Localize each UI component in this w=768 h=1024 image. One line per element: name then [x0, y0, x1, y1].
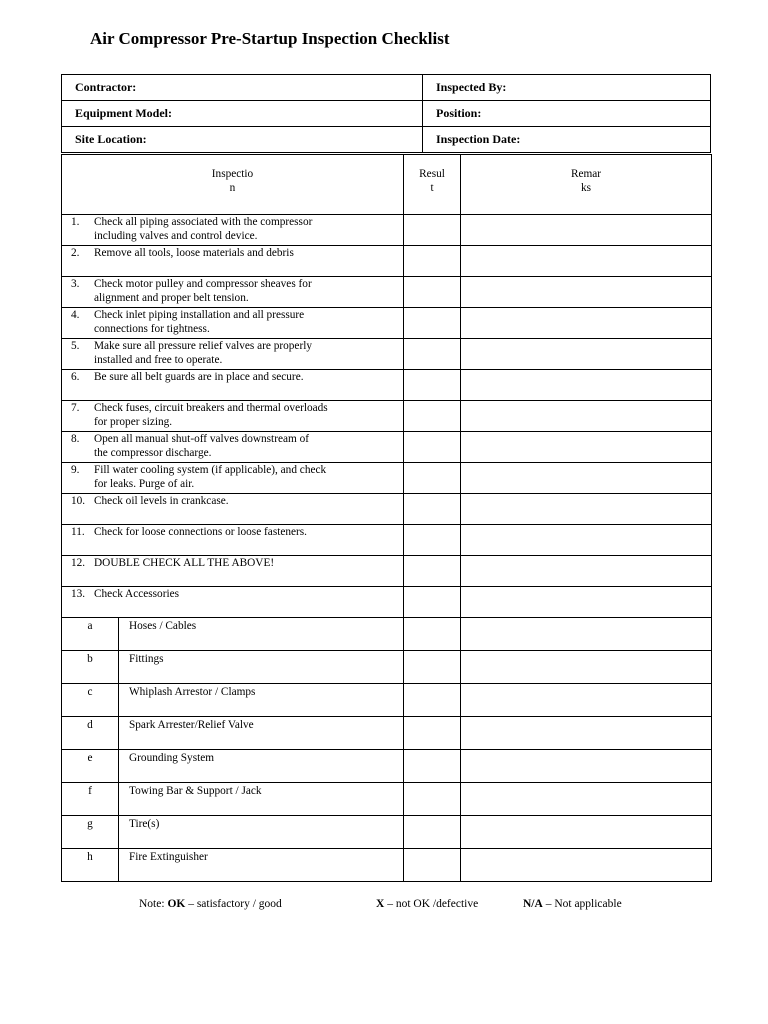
checklist-row: [62, 525, 712, 556]
accessory-text: Fire Extinguisher: [119, 849, 404, 882]
item-number: 11.: [71, 526, 85, 538]
checklist-row: [62, 587, 712, 618]
item-number: 1.: [71, 216, 80, 228]
item-number: 3.: [71, 278, 80, 290]
checklist-row: [62, 401, 712, 432]
remarks-cell[interactable]: [461, 215, 712, 246]
result-cell[interactable]: [404, 494, 461, 525]
inspection-item: [62, 277, 404, 308]
accessory-text: Spark Arrester/Relief Valve: [119, 717, 404, 750]
accessory-letter: e: [62, 750, 119, 783]
item-number: 5.: [71, 340, 80, 352]
checklist-row: [62, 277, 712, 308]
remarks-cell[interactable]: [461, 618, 712, 651]
remarks-cell[interactable]: [461, 308, 712, 339]
remarks-cell[interactable]: [461, 525, 712, 556]
accessory-text: Whiplash Arrestor / Clamps: [119, 684, 404, 717]
accessory-text: Hoses / Cables: [119, 618, 404, 651]
accessory-row: [62, 816, 712, 849]
result-cell[interactable]: [404, 618, 461, 651]
result-cell[interactable]: [404, 308, 461, 339]
result-cell[interactable]: [404, 556, 461, 587]
accessory-text: Grounding System: [119, 750, 404, 783]
result-cell[interactable]: [404, 432, 461, 463]
accessory-row: [62, 750, 712, 783]
equipment-model-field[interactable]: Equipment Model:: [62, 101, 423, 127]
accessory-row: [62, 618, 712, 651]
remarks-cell[interactable]: [461, 750, 712, 783]
result-cell[interactable]: [404, 215, 461, 246]
remarks-cell[interactable]: [461, 432, 712, 463]
remarks-cell[interactable]: [461, 370, 712, 401]
item-number: 13.: [71, 588, 86, 600]
result-cell[interactable]: [404, 849, 461, 882]
item-text: Check motor pulley and compressor sheaves for alignment and proper belt tension.: [94, 278, 312, 304]
result-cell[interactable]: [404, 463, 461, 494]
inspection-item: [62, 339, 404, 370]
checklist-row: [62, 494, 712, 525]
accessory-row: [62, 717, 712, 750]
remarks-cell[interactable]: [461, 246, 712, 277]
accessory-text: Fittings: [119, 651, 404, 684]
item-text: Check inlet piping installation and all pressure connections for tightness.: [94, 309, 305, 335]
inspection-item: [62, 432, 404, 463]
checklist-row: [62, 308, 712, 339]
item-text: Make sure all pressure relief valves are properly installed and free to operate.: [94, 340, 312, 366]
note-ok: Note: OK – satisfactory / good: [139, 898, 282, 910]
inspection-item: [62, 587, 404, 618]
inspection-item: [62, 308, 404, 339]
inspection-item: [62, 494, 404, 525]
remarks-cell[interactable]: [461, 401, 712, 432]
item-text: Be sure all belt guards are in place and secure.: [94, 371, 304, 383]
item-number: 12.: [71, 557, 86, 569]
checklist-table: [61, 154, 712, 882]
result-cell[interactable]: [404, 783, 461, 816]
result-cell[interactable]: [404, 525, 461, 556]
accessory-letter: b: [62, 651, 119, 684]
note-na: N/A – Not applicable: [523, 898, 622, 910]
inspection-item: [62, 215, 404, 246]
accessory-row: [62, 684, 712, 717]
remarks-cell[interactable]: [461, 494, 712, 525]
inspection-item: [62, 370, 404, 401]
remarks-cell[interactable]: [461, 816, 712, 849]
accessory-letter: a: [62, 618, 119, 651]
item-text: Check oil levels in crankcase.: [94, 495, 229, 507]
result-cell[interactable]: [404, 339, 461, 370]
checklist-row: [62, 370, 712, 401]
result-cell[interactable]: [404, 370, 461, 401]
item-text: Open all manual shut-off valves downstream of the compressor discharge.: [94, 433, 310, 459]
item-text: DOUBLE CHECK ALL THE ABOVE!: [94, 557, 275, 569]
item-text: Fill water cooling system (if applicable), and check for leaks. Purge of air.: [94, 464, 327, 490]
item-text: Check fuses, circuit breakers and thermal overloads for proper sizing.: [94, 402, 328, 428]
item-text: Check all piping associated with the compressor including valves and control device.: [94, 216, 313, 242]
item-number: 2.: [71, 247, 80, 259]
inspection-date-field[interactable]: Inspection Date:: [423, 127, 711, 153]
page-title: Air Compressor Pre-Startup Inspection Checklist: [90, 29, 450, 48]
checklist-row: [62, 215, 712, 246]
inspection-item: [62, 463, 404, 494]
remarks-cell[interactable]: [461, 463, 712, 494]
remarks-cell[interactable]: [461, 556, 712, 587]
accessory-row: [62, 783, 712, 816]
accessory-letter: f: [62, 783, 119, 816]
accessory-text: Towing Bar & Support / Jack: [119, 783, 404, 816]
inspection-item: [62, 556, 404, 587]
remarks-cell[interactable]: [461, 651, 712, 684]
accessory-letter: d: [62, 717, 119, 750]
item-number: 9.: [71, 464, 80, 476]
item-number: 7.: [71, 402, 80, 414]
accessory-row: [62, 651, 712, 684]
contractor-field[interactable]: Contractor:: [62, 75, 423, 101]
remarks-header: Remar ks: [461, 155, 712, 215]
info-table: [61, 74, 711, 153]
accessory-letter: g: [62, 816, 119, 849]
site-location-field[interactable]: Site Location:: [62, 127, 423, 153]
result-header: Resul t: [404, 155, 461, 215]
checklist-header-row: [62, 155, 712, 215]
item-number: 8.: [71, 433, 80, 445]
inspection-item: [62, 525, 404, 556]
checklist-row: [62, 556, 712, 587]
result-cell[interactable]: [404, 277, 461, 308]
result-cell[interactable]: [404, 401, 461, 432]
item-text: Check Accessories: [94, 588, 180, 600]
inspection-item: [62, 401, 404, 432]
item-text: Check for loose connections or loose fasteners.: [94, 526, 308, 538]
result-cell[interactable]: [404, 717, 461, 750]
item-number: 10.: [71, 495, 86, 507]
accessory-row: [62, 849, 712, 882]
item-number: 4.: [71, 309, 80, 321]
inspected-by-field[interactable]: Inspected By:: [423, 75, 711, 101]
remarks-cell[interactable]: [461, 339, 712, 370]
remarks-cell[interactable]: [461, 587, 712, 618]
accessory-letter: h: [62, 849, 119, 882]
inspection-header: Inspectio n: [62, 155, 404, 215]
remarks-cell[interactable]: [461, 684, 712, 717]
item-number: 6.: [71, 371, 80, 383]
remarks-cell[interactable]: [461, 277, 712, 308]
accessory-text: Tire(s): [119, 816, 404, 849]
note-x: X – not OK /defective: [376, 898, 479, 910]
inspection-item: [62, 246, 404, 277]
checklist-row: [62, 463, 712, 494]
position-field[interactable]: Position:: [423, 101, 711, 127]
checklist-row: [62, 246, 712, 277]
remarks-cell[interactable]: [461, 717, 712, 750]
item-text: Remove all tools, loose materials and debris: [94, 247, 294, 259]
checklist-row: [62, 339, 712, 370]
result-cell[interactable]: [404, 750, 461, 783]
remarks-cell[interactable]: [461, 849, 712, 882]
result-cell[interactable]: [404, 246, 461, 277]
checklist-row: [62, 432, 712, 463]
result-cell[interactable]: [404, 651, 461, 684]
accessory-letter: c: [62, 684, 119, 717]
result-cell[interactable]: [404, 684, 461, 717]
result-cell[interactable]: [404, 587, 461, 618]
remarks-cell[interactable]: [461, 783, 712, 816]
result-cell[interactable]: [404, 816, 461, 849]
